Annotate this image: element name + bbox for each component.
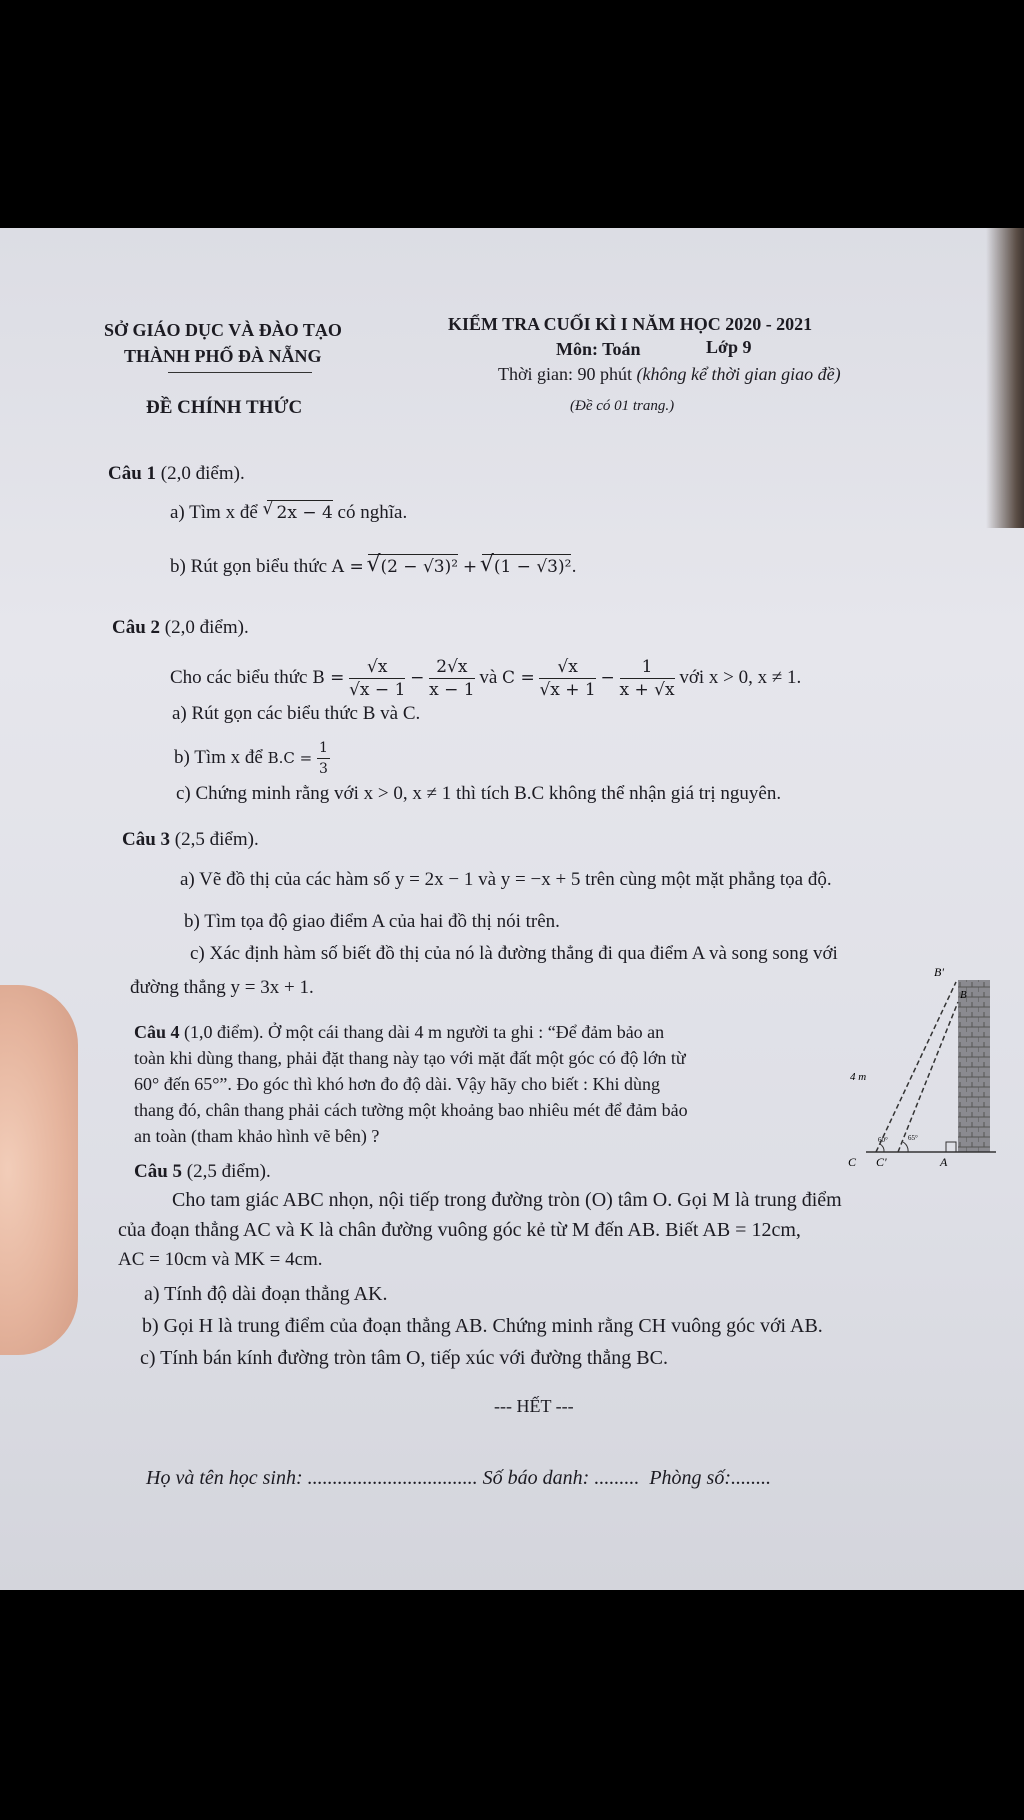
student-name-label: Họ và tên học sinh:	[146, 1467, 303, 1489]
end-marker: --- HẾT ---	[494, 1396, 574, 1416]
q1-a-text: a) Tìm x để	[170, 502, 258, 523]
q4-line1-text: Ở một cái thang dài 4 m người ta ghi : “Để đảm bảo an	[268, 1022, 665, 1042]
q4-line4: thang đó, chân thang phải cách tường một khoảng bao nhiêu mét để đảm bảo	[134, 1100, 688, 1120]
q1-a-radicand: 2x − 4	[276, 503, 333, 523]
q2-B-frac1-den: √x − 1	[349, 680, 406, 700]
q3-points: (2,5 điểm).	[174, 829, 259, 850]
q2-C-frac1	[539, 656, 595, 701]
q3-c2: đường thẳng y = 3x + 1.	[130, 977, 314, 998]
q2-C-frac2-den: x + √x	[619, 680, 675, 700]
q1-title: Câu 1	[108, 463, 157, 484]
fig-label-B: B	[960, 989, 967, 1001]
thumb	[0, 985, 78, 1355]
official-label: ĐỀ CHÍNH THỨC	[146, 397, 303, 418]
q1-b-text: b) Rút gọn biểu thức	[170, 556, 328, 577]
q4-title: Câu 4	[134, 1022, 180, 1042]
q2-intro: Cho các biểu thức B = $\frac{√x}{√x - 1}$ − $\frac{2√x}{x - 1}$ và C = $\frac{√x}{√x + 1}$ − $\frac{1}{x + √x}$ với x > 0, x ≠ 1.	[170, 657, 802, 700]
dept-line2: THÀNH PHỐ ĐÀ NẴNG	[124, 346, 322, 366]
q1-b-rad2: (1 − √3)²	[493, 557, 572, 577]
fig-label-length: 4 m	[850, 1071, 867, 1083]
subject: Môn: Toán	[556, 339, 641, 359]
fig-label-Cprime: C'	[876, 1155, 887, 1168]
q2-C-frac2-num: 1	[620, 656, 675, 679]
q2-b-frac-num: 1	[317, 738, 330, 759]
angle-arc-1	[880, 1144, 884, 1152]
q1-heading	[108, 462, 245, 486]
q5-c: c) Tính bán kính đường tròn tâm O, tiếp xúc với đường thẳng BC.	[140, 1347, 668, 1369]
q2-B-frac1-num: √x	[349, 656, 405, 679]
q3-c1: c) Xác định hàm số biết đồ thị của nó là đường thẳng đi qua điểm A và song song với	[190, 943, 838, 964]
q2-B-frac2	[429, 656, 474, 701]
q5-line2: của đoạn thẳng AC và K là chân đường vuông góc kẻ từ M đến AB. Biết AB = 12cm,	[118, 1219, 801, 1241]
q5-b: b) Gọi H là trung điểm của đoạn thẳng AB. Chứng minh rằng CH vuông góc với AB.	[142, 1315, 823, 1337]
q2-a: a) Rút gọn các biểu thức B và C.	[172, 703, 421, 724]
wall	[958, 980, 990, 1152]
q4-points: (1,0 điểm).	[184, 1022, 264, 1042]
right-angle-mark	[946, 1142, 956, 1152]
q5-points: (2,5 điểm).	[186, 1161, 271, 1182]
q3-b: b) Tìm tọa độ giao điểm A của hai đồ thị nói trên.	[184, 911, 560, 932]
room-blank: ........	[730, 1467, 771, 1489]
q2-B-lhs: B =	[312, 667, 345, 688]
q2-title: Câu 2	[112, 617, 161, 638]
q1-b-sqrt1: √ (2 − √3)²	[366, 552, 459, 577]
q4-line1	[134, 1020, 664, 1044]
q2-C-frac1-den: √x + 1	[539, 680, 596, 700]
q1-a-sqrt: √ 2x − 4	[262, 499, 333, 523]
sbd-label: Số báo danh:	[482, 1467, 590, 1489]
q1-a	[170, 500, 407, 525]
footer-line	[146, 1466, 771, 1490]
time-prefix: Thời gian: 90 phút	[498, 364, 633, 384]
q2-C-frac1-num: √x	[539, 656, 595, 679]
q2-intro-text: Cho các biểu thức	[170, 666, 308, 688]
fig-label-angle1: 60°	[878, 1136, 888, 1144]
grade: Lớp 9	[706, 337, 752, 357]
q2-C-frac2	[620, 656, 675, 701]
student-name-blank: ..................................	[307, 1467, 478, 1489]
q2-B-frac2-den: x − 1	[429, 680, 475, 700]
ladder-figure-svg	[846, 962, 1006, 1168]
ladder-figure	[846, 962, 1006, 1173]
q3-title: Câu 3	[122, 829, 171, 850]
q3-heading	[122, 828, 259, 852]
q2-b	[174, 738, 330, 779]
q5-a: a) Tính độ dài đoạn thẳng AK.	[144, 1283, 388, 1305]
q2-and: và	[479, 666, 498, 688]
q2-b-frac	[317, 738, 330, 779]
ladder-line-2	[898, 1002, 958, 1152]
q1-points: (2,0 điểm).	[160, 463, 245, 484]
q2-b-lhs: B.C =	[267, 748, 313, 767]
q5-title: Câu 5	[134, 1161, 183, 1182]
fig-label-A: A	[940, 1155, 948, 1168]
q1-a-tail: có nghĩa.	[337, 502, 408, 523]
q5-line3: AC = 10cm và MK = 4cm.	[118, 1249, 323, 1270]
q5-line1: Cho tam giác ABC nhọn, nội tiếp trong đường tròn (O) tâm O. Gọi M là trung điểm	[172, 1189, 842, 1211]
room-label: Phòng số:	[649, 1467, 731, 1489]
q1-b: b) Rút gọn biểu thức A = √ (2 − √3)² + √ (1 − √3)².	[170, 552, 577, 577]
dept-line1: SỞ GIÁO DỤC VÀ ĐÀO TẠO	[104, 320, 342, 340]
sbd-blank: .........	[594, 1467, 640, 1489]
q2-b-text: b) Tìm x để	[174, 746, 263, 768]
q2-c: c) Chứng minh rằng với x > 0, x ≠ 1 thì tích B.C không thể nhận giá trị nguyên.	[176, 783, 782, 804]
q3-a: a) Vẽ đồ thị của các hàm số y = 2x − 1 và y = −x + 5 trên cùng một mặt phẳng tọa độ.	[180, 869, 832, 890]
q2-B-frac2-num: 2√x	[429, 656, 474, 679]
q5-heading	[134, 1160, 271, 1184]
q2-B-frac1	[349, 656, 405, 701]
header-divider	[168, 372, 312, 373]
q1-b-rad1: (2 − √3)²	[380, 557, 459, 577]
q4-line3: 60° đến 65°”. Đo góc thì khó hơn đo độ dài. Vậy hãy cho biết : Khi dùng	[134, 1074, 661, 1094]
q1-b-sqrt2: √ (1 − √3)²	[479, 552, 572, 577]
angle-arc-2	[903, 1142, 908, 1152]
fig-label-C: C	[848, 1155, 857, 1168]
fig-label-angle2: 65°	[908, 1134, 918, 1142]
q4-line2: toàn khi dùng thang, phải đặt thang này tạo với mặt đất một góc có độ lớn từ	[134, 1048, 686, 1068]
q2-C-lhs: C =	[502, 667, 535, 688]
q2-heading	[112, 616, 249, 640]
fig-label-Bprime: B'	[934, 965, 944, 979]
q2-cond: với x > 0, x ≠ 1.	[679, 666, 802, 688]
q2-points: (2,0 điểm).	[164, 617, 249, 638]
pages-note: (Đề có 01 trang.)	[570, 398, 675, 414]
q1-b-lhs: A =	[331, 557, 364, 577]
time-line	[498, 362, 841, 386]
q2-b-frac-den: 3	[318, 761, 328, 777]
exam-title: KIỂM TRA CUỐI KÌ I NĂM HỌC 2020 - 2021	[448, 314, 813, 334]
time-note: (không kể thời gian giao đề)	[636, 364, 841, 384]
ladder-line-1	[876, 982, 956, 1152]
q4-line5: an toàn (tham khảo hình vẽ bên) ?	[134, 1126, 380, 1146]
